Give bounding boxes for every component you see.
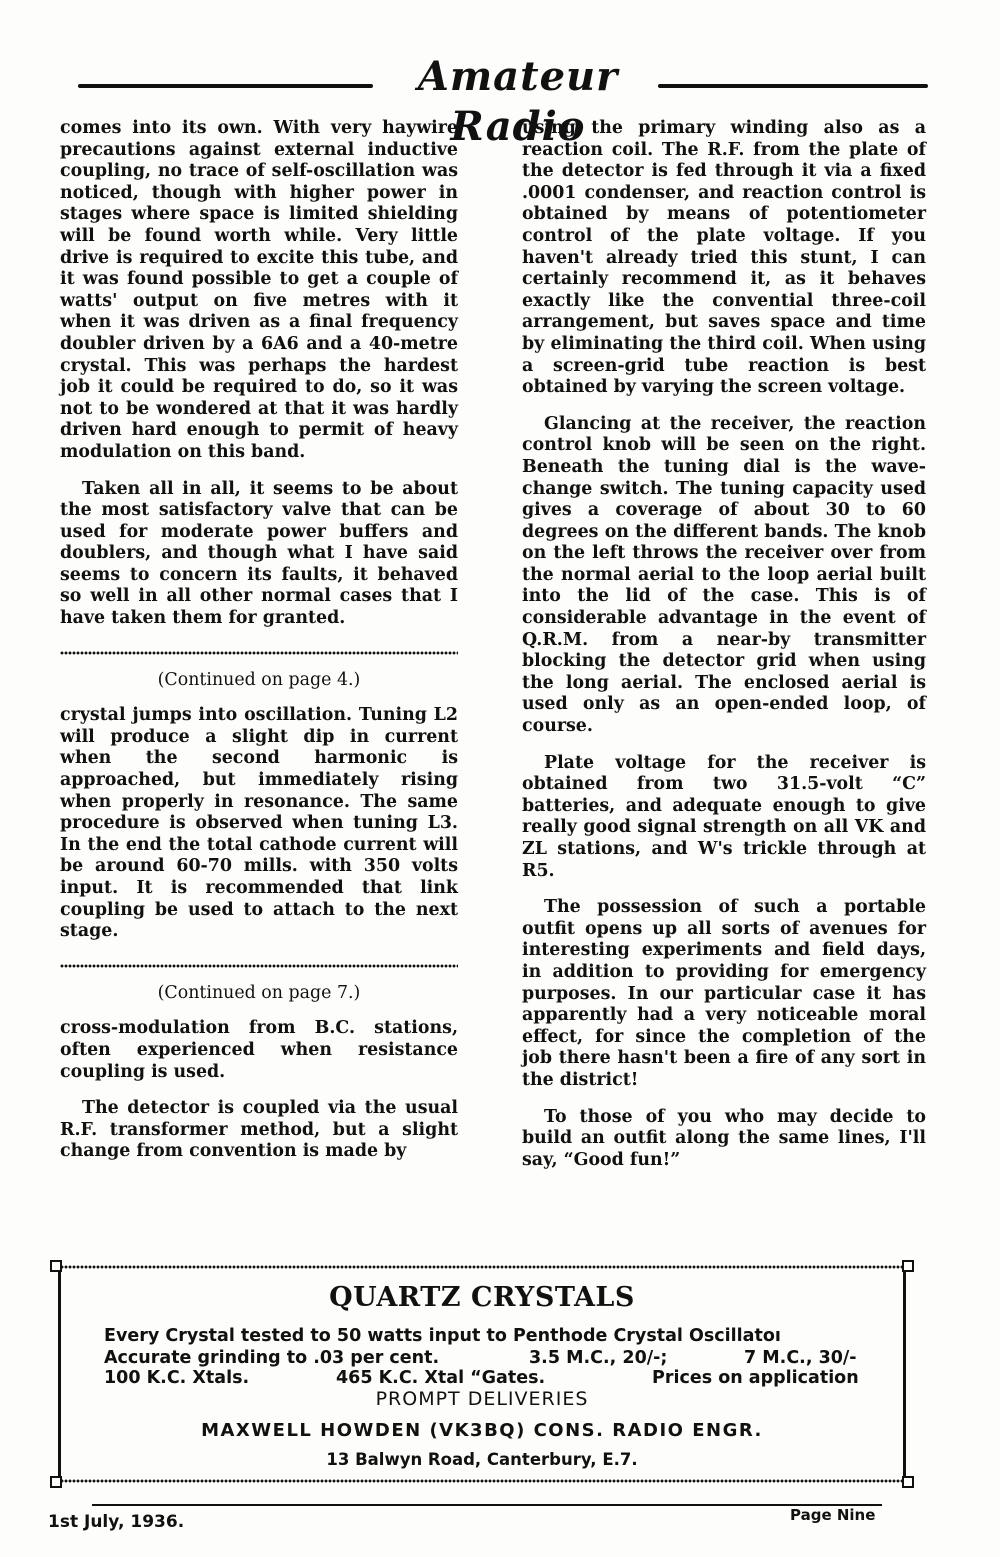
- ad-prompt-deliveries: PROMPT DELIVERIES: [375, 1388, 589, 1410]
- continued-note-page-4: (Continued on page 4.): [157, 669, 361, 690]
- ad-maker: MAXWELL HOWDEN (VK3BQ) CONS. RADIO ENGR.: [201, 1420, 763, 1441]
- right-paragraph-5: To those of you who may decide to build an outfit along the same lines, I'll say, “Good fun!”: [522, 1106, 926, 1170]
- continued-note-page-7: (Continued on page 7.): [157, 982, 361, 1003]
- masthead-rule-right: [658, 84, 928, 88]
- ad-corner-ornament: [902, 1260, 914, 1272]
- right-paragraph-4: The possession of such a portable outfit opens up all sorts of avenues for interesting experiments and field days, in addition to providing for emergency purposes. In our particular case it has apparently had a very noticeable moral effect, for since the completion of the job there hasn't been a fire of any sort in the district!: [522, 897, 926, 1090]
- ad-price-3-5mc: 3.5 M.C., 20/-;: [529, 1348, 668, 1368]
- ad-border-top: [60, 1264, 906, 1270]
- right-paragraph-1: using the primary winding also as a reaction coil. The R.F. from the plate of the detector is fed through it via a fixed .0001 condenser, and reaction control is obtained by means of potentiometer control of the plate voltage. If you haven't already tried this stunt, I can certainly recommend it, as it behaves exactly like the convential three-coil arrangement, but saves space and time by eliminating the third coil. When using a screen-grid tube reaction is best obtained by varying the screen voltage.: [522, 118, 926, 398]
- ad-prices-text: Prices on application: [652, 1368, 859, 1388]
- masthead-title: Amateur Radio: [417, 53, 619, 150]
- footer-date: 1st July, 1936.: [48, 1512, 185, 1532]
- left-paragraph-2: Taken all in all, it seems to be about the most satisfactory valve that can be used for moderate power buffers and doublers, and though what I have said seems to concern its faults, it behaved so well in all other normal cases that I have taken them for granted.: [60, 478, 458, 629]
- right-column: [522, 118, 926, 1171]
- ad-price-7mc: 7 M.C., 30/-: [744, 1348, 857, 1368]
- dotted-divider: [60, 650, 458, 656]
- ad-corner-ornament: [50, 1260, 62, 1272]
- footer-rule: [92, 1504, 882, 1506]
- left-paragraph-4: cross-modulation from B.C. stations, often experienced when resistance coupling is used.: [60, 1018, 458, 1082]
- ad-100kc-text: 100 K.C. Xtals.: [104, 1368, 250, 1388]
- left-paragraph-3: crystal jumps into oscillation. Tuning L2 will produce a slight dip in current when the second harmonic is approached, but immediately rising when properly in resonance. The same procedure is observed when tuning L3. In the end the total cathode current will be around 60-70 mills. with 350 volts input. It is recommended that link coupling be used to attach to the next stage.: [60, 705, 458, 942]
- dotted-divider: [60, 963, 458, 969]
- ad-line-1-text: Every Crystal tested to 50 watts input to Penthode Crystal Oscillatoı: [104, 1326, 781, 1346]
- right-paragraph-3: Plate voltage for the receiver is obtained from two 31.5-volt “C” batteries, and adequate enough to give really good signal strength on all VK and ZL stations, and W's trickle through at R5.: [522, 752, 926, 881]
- ad-grinding-text: Accurate grinding to .03 per cent.: [104, 1348, 440, 1368]
- ad-corner-ornament: [50, 1476, 62, 1488]
- left-paragraph-1: comes into its own. With very haywire precautions against external inductive coupling, no trace of self-oscillation was noticed, though with higher power in stages where space is limited shielding will be found worth while. Very little drive is required to excite this tube, and it was found possible to get a couple of watts' output on five metres with it when it was driven as a final frequency doubler driven by a 6A6 and a 40-metre crystal. This was perhaps the hardest job it could be required to do, so it was not to be wondered at that it was hardly driven hard enough to permit of heavy modulation on this band.: [60, 118, 458, 462]
- quartz-crystals-advertisement: [48, 1260, 916, 1488]
- ad-title: QUARTZ CRYSTALS: [329, 1282, 635, 1313]
- ad-border-bottom: [60, 1478, 906, 1484]
- ad-corner-ornament: [902, 1476, 914, 1488]
- left-paragraph-5: The detector is coupled via the usual R.F. transformer method, but a slight change from convention is made by: [60, 1098, 458, 1162]
- masthead-rule-left: [78, 84, 373, 88]
- left-column: [60, 118, 458, 1163]
- right-paragraph-2: Glancing at the receiver, the reaction control knob will be seen on the right. Beneath the tuning dial is the wave-change switch. The tuning capacity used gives a coverage of about 30 to 60 degrees on the different bands. The knob on the left throws the receiver over from the normal aerial to the loop aerial built into the lid of the case. This is of considerable advantage in the event of Q.R.M. from a near-by transmitter blocking the detector grid when using the long aerial. The enclosed aerial is used only as an open-ended loop, of course.: [522, 413, 926, 737]
- ad-address: 13 Balwyn Road, Canterbury, E.7.: [326, 1450, 638, 1469]
- masthead: [78, 52, 928, 150]
- footer-page-number: Page Nine: [790, 1506, 876, 1524]
- ad-465kc-text: 465 K.C. Xtal “Gates.: [336, 1368, 546, 1388]
